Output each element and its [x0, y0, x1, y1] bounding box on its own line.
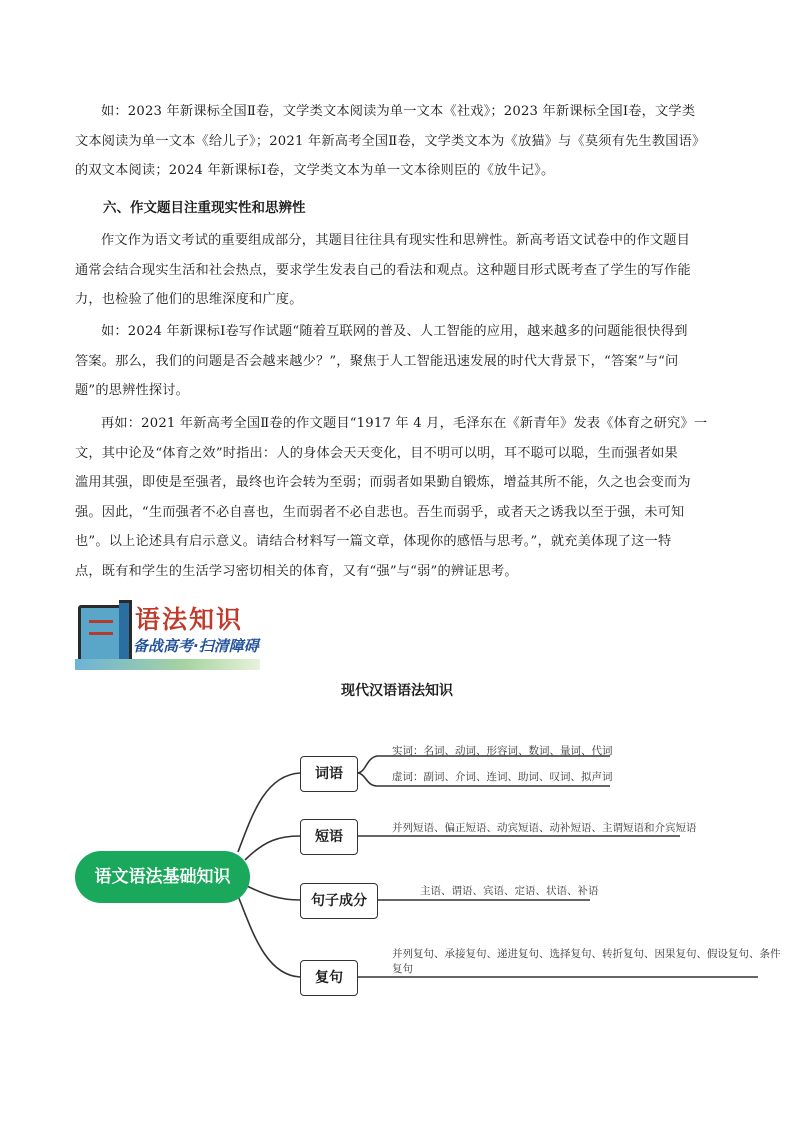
text-line: 滥用其强，即使是至强者，最终也许会转为至弱；而弱者如果勤自锻炼，增益其所不能，久之也会变而为: [75, 475, 691, 490]
banner-title: 语法知识: [135, 605, 244, 634]
paragraph-essay-intro: [75, 226, 725, 315]
section-heading: 六、作文题目注重现实性和思辨性: [103, 200, 306, 216]
grammar-section-banner: [75, 600, 260, 672]
mindmap-leaf-duanyu: 并列短语、偏正短语、动宾短语、动补短语、主谓短语和介宾短语: [392, 822, 697, 834]
mindmap-node-fuju: 复句: [300, 960, 358, 996]
mindmap-leaf-juzi: 主语、谓语、宾语、定语、状语、补语: [420, 885, 599, 897]
mindmap-title: 现代汉语语法知识: [341, 683, 453, 699]
paragraph-examples-literature: [75, 97, 725, 186]
text-line: 答案。那么，我们的问题是否会越来越少？”，聚焦于人工智能迅速发展的时代大背景下，“答案”与“问: [75, 353, 679, 369]
mindmap-node-duanyu: 短语: [300, 819, 358, 855]
book-spine: [119, 600, 132, 668]
text-line: 作文作为语文考试的重要组成部分，其题目往往具有现实性和思辨性。新高考语文试卷中的作文题目: [101, 233, 691, 248]
mindmap-node-juzi: 句子成分: [300, 883, 378, 919]
connector-root-fuju: [238, 896, 300, 977]
connector-root-ciyu: [238, 773, 300, 852]
text-line: 点，既有和学生的生活学习密切相关的体育，又有“强”与“弱”的辨证思考。: [75, 563, 518, 579]
banner-underline: [75, 659, 260, 670]
text-line: 文本阅读为单一文本《给儿子》；2021 年新高考全国Ⅱ卷，文学类文本为《放猫》与《莫须有先生教国语》: [75, 133, 706, 149]
text-line: 也”。以上论述具有启示意义。请结合材料写一篇文章，体现你的感悟与思考。”，就充美体现了这一特: [75, 534, 672, 549]
text-line: 文，其中论及“体育之效”时指出：人的身体会天天变化，目不明可以明，耳不聪可以聪，生而强者如果: [75, 445, 678, 461]
banner-subtitle: 备战高考·扫清障碍: [133, 637, 259, 655]
text-line: 强。因此，“生而强者不必自喜也，生而弱者不必自悲也。吾生而弱乎，或者天之诱我以至于强，未可知: [75, 504, 685, 520]
paragraph-essay-example-2024: [75, 317, 725, 406]
mindmap-leaf-shici: 实词：名词、动词、形容词、数词、量词、代词: [392, 745, 613, 757]
connector-root-juzi: [245, 885, 300, 900]
mindmap-root-node: 语文语法基础知识: [75, 851, 250, 903]
mindmap-leaf-fuju-cont: 复句: [392, 963, 413, 975]
connector-root-duanyu: [245, 836, 300, 860]
text-line: 通常会结合现实生活和社会热点，要求学生发表自己的看法和观点。这种题目形式既考查了学生的写作能: [75, 262, 691, 278]
mindmap-leaf-fuju: 并列复句、承接复句、递进复句、选择复句、转折复句、因果复句、假设复句、条件: [392, 948, 781, 960]
text-line: 题”的思辨性探讨。: [75, 383, 190, 398]
text-line: 力，也检验了他们的思维深度和广度。: [75, 292, 303, 307]
mindmap-leaf-xuci: 虚词：副词、介词、连词、助词、叹词、拟声词: [392, 771, 613, 783]
text-line: 再如：2021 年新高考全国Ⅱ卷的作文题目“1917 年 4 月，毛泽东在《新青年》发表《体育之研究》一: [101, 416, 708, 431]
mindmap-node-ciyu: 词语: [300, 756, 358, 792]
text-line: 如：2024 年新课标Ⅰ卷写作试题“随着互联网的普及、人工智能的应用，越来越多的问题能很快得到: [101, 324, 688, 339]
text-line: 如：2023 年新课标全国Ⅱ卷，文学类文本阅读为单一文本《社戏》；2023 年新课标全国Ⅰ卷，文学类: [101, 104, 696, 119]
paragraph-essay-example-2021: [75, 409, 725, 586]
text-line: 的双文本阅读；2024 年新课标Ⅰ卷，文学类文本为单一文本徐则臣的《放牛记》。: [75, 163, 555, 178]
